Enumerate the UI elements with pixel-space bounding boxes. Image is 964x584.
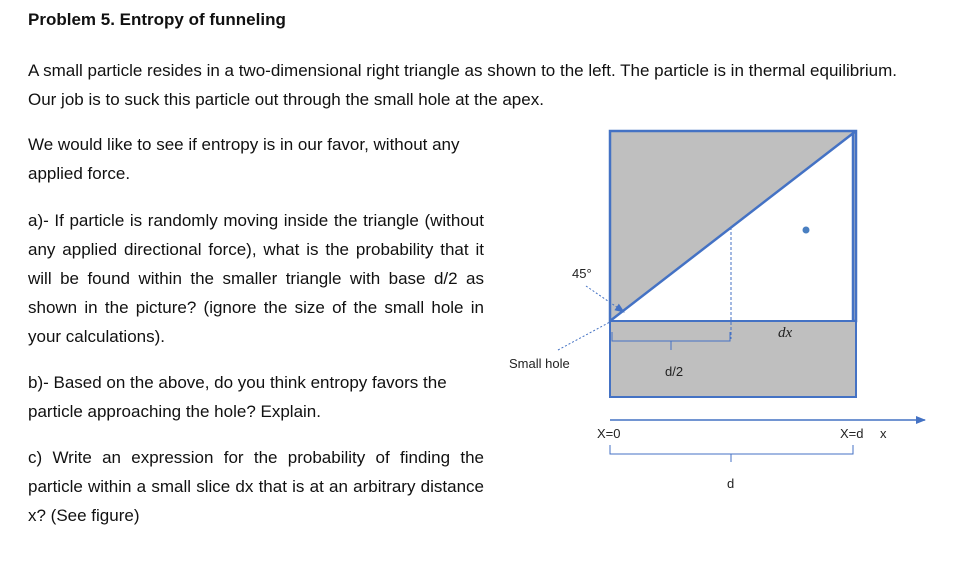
question-a: a)- If particle is randomly moving inside the triangle (without any applied directional force), what is the probability that it will be found within the smaller triangle with base d/2 as shown in the picture? (ignore the size of the small hole in your calculations).: [28, 211, 484, 346]
lower-box: [610, 321, 856, 397]
angle-label: 45°: [572, 266, 592, 281]
hole-label: Small hole: [509, 356, 570, 371]
base-label: d: [727, 476, 735, 491]
axis-label: x: [880, 426, 887, 441]
particle-dot: [803, 227, 810, 234]
slice-label: dx: [778, 325, 793, 341]
question-intro: We would like to see if entropy is in our favor, without any applied force.: [28, 135, 460, 183]
end-label: X=d: [840, 426, 864, 441]
problem-intro: A small particle resides in a two-dimensional right triangle as shown to the left. The particle is in thermal equilibrium. Our job is to suck this particle out through the small hole at the apex.: [28, 61, 897, 109]
problem-title: Problem 5. Entropy of funneling: [28, 10, 286, 29]
origin-label: X=0: [597, 426, 621, 441]
base-brace: [610, 445, 853, 462]
question-c: c) Write an expression for the probability of finding the particle within a small slice dx that is at an arbitrary distance x? (See figure): [28, 448, 484, 525]
half-base-label: d/2: [665, 364, 684, 379]
hole-arrow: [558, 322, 610, 350]
question-b: b)- Based on the above, do you think entropy favors the particle approaching the hole? Explain.: [28, 373, 447, 421]
